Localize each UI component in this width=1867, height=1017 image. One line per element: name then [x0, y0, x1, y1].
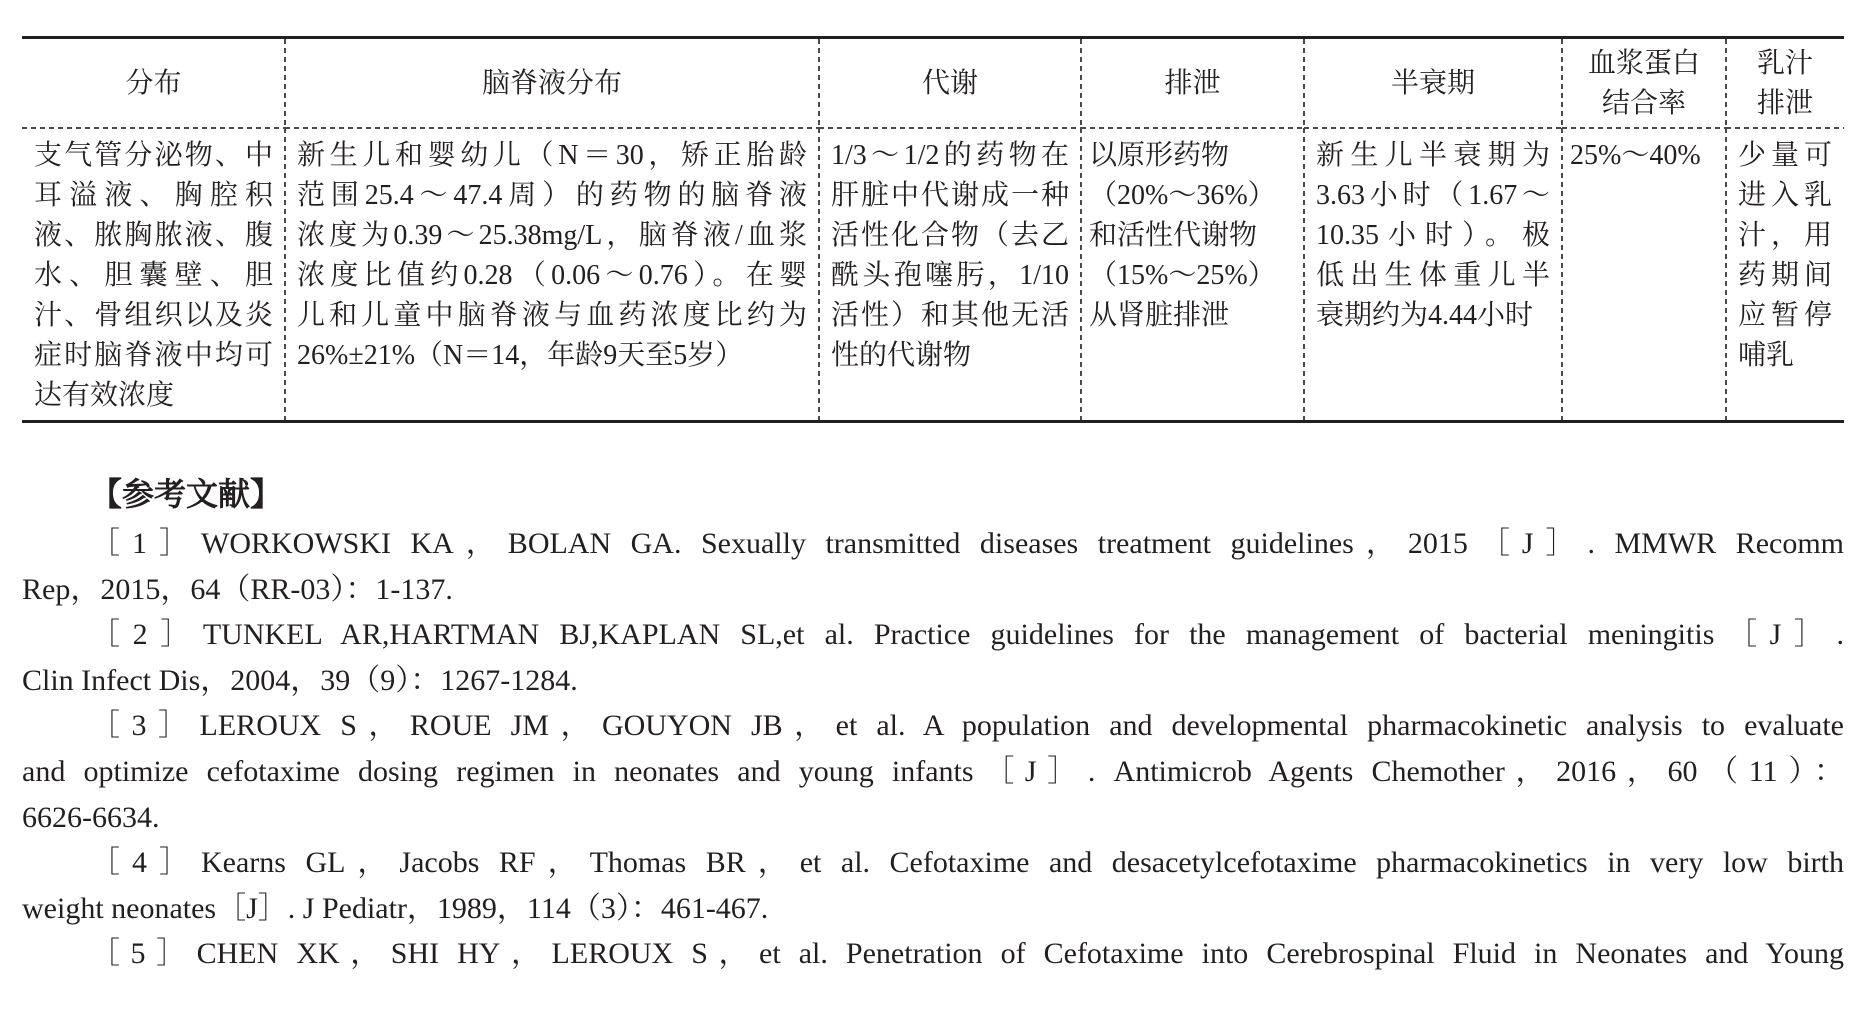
reference-line: ［3］LEROUX S，ROUE JM，GOUYON JB，et al. A population and developmental pharmacokinetic analysis to evaluate — [90, 709, 1844, 743]
reference-line: Rep，2015，64（RR-03）：1-137. — [22, 572, 453, 606]
cell-line: （20%～36%） — [1089, 180, 1276, 211]
cell-distribution — [22, 128, 285, 420]
reference-line: ［5］CHEN XK，SHI HY，LEROUX S，et al. Penetration of Cefotaxime into Cerebrospinal Fluid in Neonates and Young — [90, 937, 1844, 971]
cell-line: 以原形药物 — [1089, 140, 1230, 171]
reference-line: 6626-6634. — [22, 800, 160, 834]
cell-line: 哺乳 — [1738, 340, 1795, 371]
cell-line: 达有效浓度 — [34, 380, 175, 411]
cell-metabolism — [819, 128, 1081, 420]
reference-item-5 — [22, 931, 1844, 977]
cell-line: 10.35小时）。极 — [1316, 220, 1550, 251]
cell-csf-distribution — [285, 128, 819, 420]
cell-line: 浓度为0.39～25.38mg/L，脑脊液/血浆 — [297, 220, 807, 251]
cell-line: 浓度比值约0.28（0.06～0.76）。在婴 — [297, 260, 807, 291]
cell-milk-excretion — [1726, 128, 1844, 420]
reference-line: ［4］Kearns GL，Jacobs RF，Thomas BR，et al. Cefotaxime and desacetylcefotaxime pharmacokinetics in very low birth — [90, 846, 1844, 880]
cell-line: 肝脏中代谢成一种 — [831, 180, 1069, 211]
cell-line: 新生儿半衰期为 — [1316, 140, 1550, 171]
references-heading: 【参考文献】 — [90, 476, 283, 512]
header-line: 结合率 — [1601, 87, 1686, 119]
cell-line: 活性）和其他无活 — [831, 300, 1069, 331]
header-line: 分布 — [125, 67, 182, 99]
header-milk-excretion — [1726, 39, 1844, 128]
cell-line: 水、胆囊壁、胆 — [34, 260, 273, 291]
cell-line: 进入乳 — [1738, 180, 1832, 211]
cell-line: 低出生体重儿半 — [1316, 260, 1550, 291]
cell-line: 儿和儿童中脑脊液与血药浓度比约为 — [297, 300, 807, 331]
cell-line: 汁，用 — [1738, 220, 1832, 251]
reference-line: weight neonates［J］. J Pediatr，1989，114（3）：461-467. — [22, 891, 769, 925]
header-distribution — [22, 39, 285, 128]
cell-line: 活性化合物（去乙 — [831, 220, 1069, 251]
cell-line: 少量可 — [1738, 140, 1832, 171]
cell-line: 范围25.4～47.4周）的药物的脑脊液 — [297, 180, 807, 211]
cell-line: 酰头孢噻肟，1/10 — [831, 260, 1069, 291]
reference-item-3 — [22, 703, 1844, 840]
cell-line: 症时脑脊液中均可 — [34, 340, 273, 371]
header-line: 半衰期 — [1390, 67, 1475, 99]
cell-line: 1/3～1/2的药物在 — [831, 140, 1069, 171]
reference-item-4 — [22, 840, 1844, 931]
cell-protein-binding — [1562, 128, 1726, 420]
reference-line: Clin Infect Dis，2004，39（9）：1267-1284. — [22, 663, 578, 697]
pharmacokinetics-table — [22, 36, 1844, 423]
cell-line: 汁、骨组织以及炎 — [34, 300, 273, 331]
cell-line: 3.63小时（1.67～ — [1316, 180, 1550, 211]
cell-line: 性的代谢物 — [831, 340, 972, 371]
cell-half-life — [1304, 128, 1562, 420]
cell-line: 药期间 — [1738, 260, 1832, 291]
reference-line: and optimize cefotaxime dosing regimen in neonates and young infants［J］. Antimicrob Agents Chemother，2016，60（11）： — [22, 754, 1844, 788]
reference-line: ［1］WORKOWSKI KA，BOLAN GA. Sexually transmitted diseases treatment guidelines，2015［J］. MMWR Recomm — [90, 527, 1844, 560]
reference-line: ［2］TUNKEL AR,HARTMAN BJ,KAPLAN SL,et al. Practice guidelines for the management of bacterial meningitis［J］. — [90, 618, 1844, 652]
references-section — [22, 471, 1844, 977]
header-csf-distribution — [285, 39, 819, 128]
cell-line: 液、脓胸脓液、腹 — [34, 220, 273, 251]
header-line: 脑脊液分布 — [481, 67, 622, 99]
header-excretion — [1081, 39, 1304, 128]
cell-line: 和活性代谢物 — [1089, 220, 1258, 251]
header-line: 代谢 — [921, 67, 978, 99]
reference-item-1 — [22, 521, 1844, 612]
reference-item-2 — [22, 612, 1844, 703]
cell-line: 支气管分泌物、中 — [34, 140, 273, 171]
cell-line: 应暂停 — [1738, 300, 1832, 331]
cell-line: 新生儿和婴幼儿（N＝30，矫正胎龄 — [297, 140, 807, 171]
header-line: 排泄 — [1756, 87, 1813, 119]
header-line: 血浆蛋白 — [1587, 47, 1700, 79]
cell-line: 衰期约为4.44小时 — [1316, 300, 1534, 331]
cell-line: 25%～40% — [1570, 140, 1701, 171]
cell-excretion — [1081, 128, 1304, 420]
cell-line: 26%±21%（N＝14，年龄9天至5岁） — [297, 340, 744, 371]
cell-line: 耳溢液、胸腔积 — [34, 180, 273, 211]
header-protein-binding — [1562, 39, 1726, 128]
header-metabolism — [819, 39, 1081, 128]
header-line: 排泄 — [1164, 67, 1221, 99]
header-half-life — [1304, 39, 1562, 128]
cell-line: 从肾脏排泄 — [1089, 300, 1230, 331]
header-line: 乳汁 — [1756, 47, 1813, 79]
cell-line: （15%～25%） — [1089, 260, 1276, 291]
